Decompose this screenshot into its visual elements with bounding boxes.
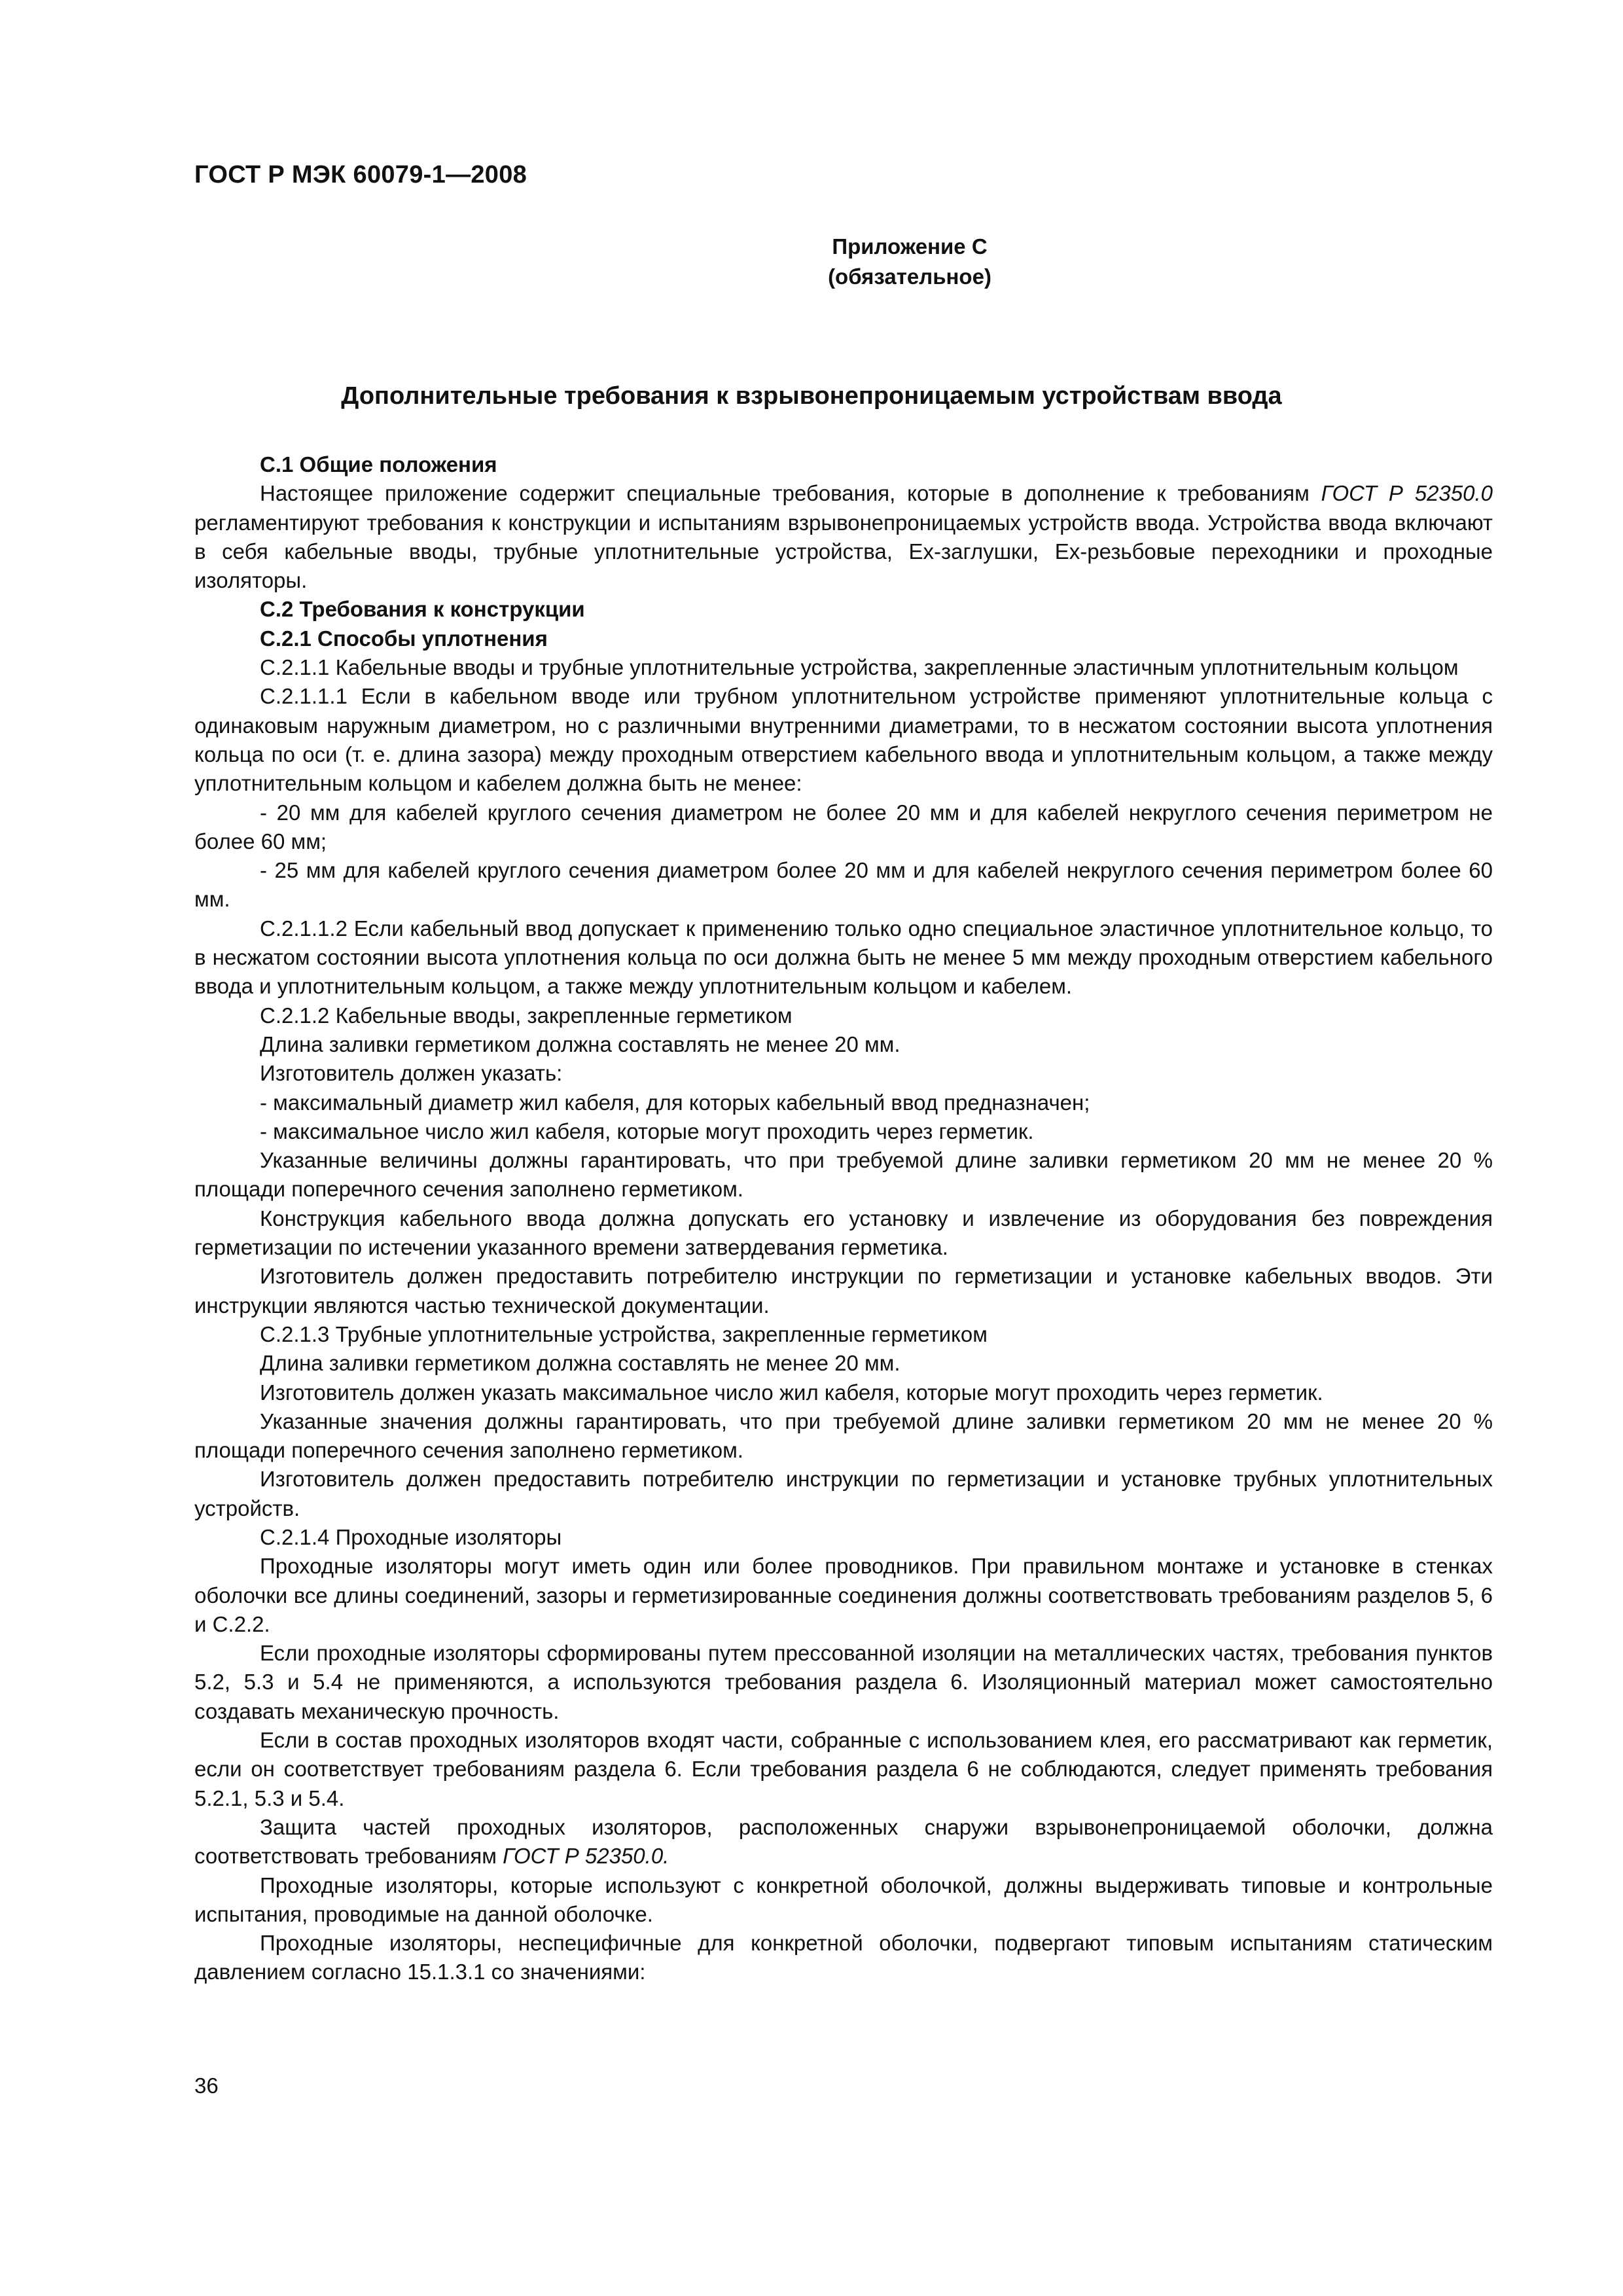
list-item: - 20 мм для кабелей круглого сечения диаметром не более 20 мм и для кабелей некруглого сечения периметром не более 60 мм; [194,800,1493,853]
document-code: ГОСТ Р МЭК 60079-1—2008 [194,161,527,188]
section-heading-c1: С.1 Общие положения [260,452,497,476]
paragraph: Изготовитель должен предоставить потребителю инструкции по герметизации и установке кабельных вводов. Эти инструкции являются частью технической документации. [194,1264,1493,1318]
list-item: - максимальное число жил кабеля, которые могут проходить через герметик. [260,1119,1034,1143]
clause-heading-c211: С.2.1.1 Кабельные вводы и трубные уплотнительные устройства, закрепленные эластичным уплотнительным кольцом [260,655,1459,680]
clause-heading-c213: С.2.1.3 Трубные уплотнительные устройства, закрепленные герметиком [260,1321,988,1346]
paragraph [194,1813,1493,1871]
paragraph: Указанные значения должны гарантировать, что при требуемой длине заливки герметиком 20 мм не менее 20 % площади поперечного сечения заполнено герметиком. [194,1408,1493,1463]
list-item: - 25 мм для кабелей круглого сечения диаметром более 20 мм и для кабелей некруглого сечения периметром более 60 мм. [194,858,1493,912]
text-segment: Защита частей проходных изоляторов, расположенных снаружи взрывонепроницаемой оболочки, должна соответствовать требованиям [194,1814,1493,1869]
list-item: - максимальный диаметр жил кабеля, для которых кабельный ввод предназначен; [260,1090,1090,1115]
section-heading-c21: С.2.1 Способы уплотнения [260,626,548,651]
paragraph: Конструкция кабельного ввода должна допускать его установку и извлечение из оборудования без повреждения герметизации по истечении указанного времени затвердевания герметика. [194,1206,1493,1260]
paragraph-c2111-1: С.2.1.1.1 Если в кабельном вводе или трубном уплотнительном устройстве применяют уплотнительные кольца с одинаковым наружным диаметром, но с различными внутренними диаметрами, то в несжатом состоянии высота уплотнения кольца по оси (т. е. длина зазора) между проходным отверстием кабельного ввода и уплотнительным кольцом, а также между уплотнительным кольцом и кабелем должна быть не менее: [194,684,1493,796]
paragraph-c1 [194,479,1493,595]
paragraph: Проходные изоляторы, которые используют с конкретной оболочкой, должны выдерживать типовые и контрольные испытания, проводимые на данной оболочке. [194,1873,1493,1926]
clause-heading-c212: С.2.1.2 Кабельные вводы, закрепленные герметиком [260,1003,793,1028]
paragraph: Если в состав проходных изоляторов входят части, собранные с использованием клея, его рассматривают как герметик, если он соответствует требованиям раздела 6. Если требования раздела 6 не соблюдаются, следует применять требования 5.2.1, 5.3 и 5.4. [194,1728,1493,1810]
standard-reference: ГОСТ Р 52350.0 [1321,481,1493,506]
text-segment: Настоящее приложение содержит специальные требования, которые в дополнение к требованиям [260,481,1321,506]
section-heading-c2: С.2 Требования к конструкции [260,597,585,622]
document-body [194,450,1493,1987]
clause-heading-c214: С.2.1.4 Проходные изоляторы [260,1524,562,1549]
standard-reference: ГОСТ Р 52350.0. [503,1844,669,1869]
document-title: Дополнительные требования к взрывонепроницаемым устройствам ввода [341,382,1282,410]
annex-heading [0,232,1623,292]
paragraph: Изготовитель должен предоставить потребителю инструкции по герметизации и установке трубных уплотнительных устройств. [194,1467,1493,1520]
annex-status: (обязательное) [828,264,991,289]
paragraph: Указанные величины должны гарантировать, что при требуемой длине заливки герметиком 20 мм не менее 20 % площади поперечного сечения заполнено герметиком. [194,1148,1493,1202]
paragraph: Изготовитель должен указать максимальное число жил кабеля, которые могут проходить через герметик. [260,1380,1323,1405]
paragraph-c2111-2: С.2.1.1.2 Если кабельный ввод допускает к применению только одно специальное эластичное уплотнительное кольцо, то в несжатом состоянии высота уплотнения кольца по оси должна быть не менее 5 мм между проходным отверстием кабельного ввода и уплотнительным кольцом, а также между уплотнительным кольцом и кабелем. [194,916,1493,999]
paragraph: Если проходные изоляторы сформированы путем прессованной изоляции на металлических частях, требования пунктов 5.2, 5.3 и 5.4 не применяются, а используются требования раздела 6. Изоляционный материал может самостоятельно создавать механическую прочность. [194,1641,1493,1723]
paragraph: Длина заливки герметиком должна составлять не менее 20 мм. [260,1031,901,1056]
paragraph: Длина заливки герметиком должна составлять не менее 20 мм. [260,1351,901,1376]
paragraph: Проходные изоляторы, неспецифичные для конкретной оболочки, подвергают типовым испытаниям статическим давлением согласно 15.1.3.1 со значениями: [194,1931,1493,1984]
annex-title: Приложение С [832,234,988,259]
paragraph: Изготовитель должен указать: [260,1061,563,1086]
text-segment: регламентируют требования к конструкции и испытаниям взрывонепроницаемых устройств ввода. Устройства ввода включают в себя кабельные вводы, трубные уплотнительные устройства, Ех-заглушки, Ех-резьбовые переходники и проходные изоляторы. [194,510,1493,593]
page-number: 36 [194,2073,219,2098]
paragraph: Проходные изоляторы могут иметь один или более проводников. При правильном монтаже и установке в стенках оболочки все длины соединений, зазоры и герметизированные соединения должны соответствовать требованиям разделов 5, 6 и С.2.2. [194,1554,1493,1636]
